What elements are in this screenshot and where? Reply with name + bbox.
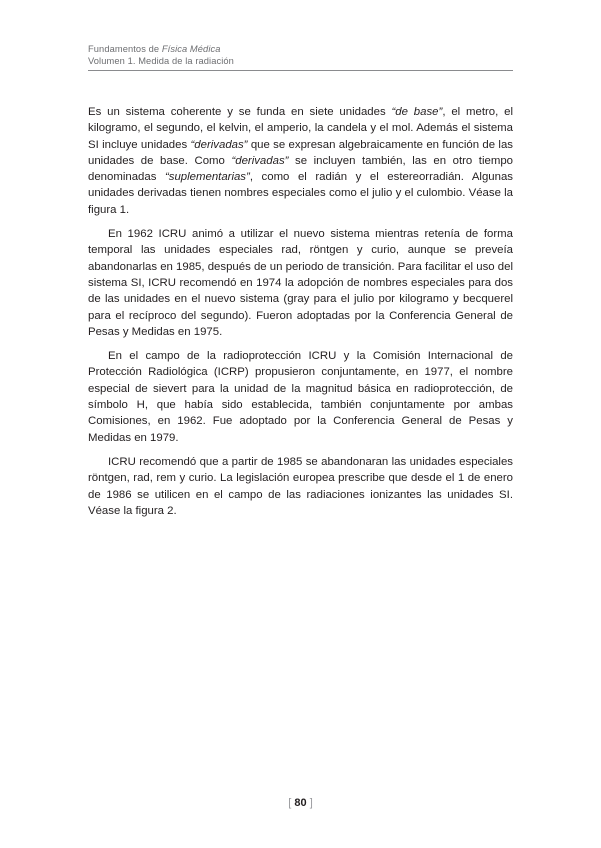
body-text xyxy=(88,104,513,527)
paragraph-1-emphasis: “derivadas” xyxy=(231,154,289,167)
page-number-value: 80 xyxy=(294,797,307,809)
header-volume-title: Volumen 1. Medida de la radiación xyxy=(88,55,234,66)
page-number-bracket: [ xyxy=(288,797,292,809)
paragraph-2: En 1962 ICRU animó a utilizar el nuevo sistema mientras retenía de forma temporal las unidades especiales rad, röntgen y curio, aunque se preveía abandonarlas en 1985, después de un periodo de transición. Para facilitar el uso del sistema SI, ICRU recomendó en 1974 la adopción de nombres especiales para dos de las unidades en el nuevo sistema (gray para el julio por kilogramo y becquerel para el recíproco del segundo). Fueron adoptadas por la Conferencia General de Pesas y Medidas en 1975. xyxy=(88,228,513,338)
paragraph-1-emphasis: “de base” xyxy=(391,106,443,118)
running-header xyxy=(88,44,513,67)
paragraph-1-emphasis: “suplementarias” xyxy=(164,171,250,184)
page-number-bracket: ] xyxy=(309,797,313,809)
paragraph-1-text: Es un sistema coherente y se funda en siete unidades xyxy=(88,106,392,118)
paragraph-1-text: , el metro, el kilogramo, el segundo, el kelvin, el amperio, la candela y el mol. Además el sistema SI incluye unidades xyxy=(88,106,514,151)
header-title-text: Fundamentos de xyxy=(88,44,162,54)
paragraph-4: ICRU recomendó que a partir de 1985 se abandonaran las unidades especiales röntgen, rad, rem y curio. La legislación europea prescribe que desde el 1 de enero de 1986 se utilicen en el campo de las radiaciones ionizantes las unidades SI. Véase la figura 2. xyxy=(88,455,513,517)
header-divider xyxy=(88,70,513,71)
paragraph-1-text: que se expresan algebraicamente en función de las unidades de base. Como xyxy=(88,138,513,167)
paragraph-3: En el campo de la radioprotección ICRU y la Comisión Internacional de Protección Radiológica (ICRP) propusieron conjuntamente, en 1977, el nombre especial de sievert para la unidad de la magnitud básica en radioprotección, de símbolo H, que había sido establecida, también conjuntamente por ambas Comisiones, en 1962. Fue adoptado por la Conferencia General de Pesas y Medidas en 1979. xyxy=(88,350,513,444)
header-book-title xyxy=(88,44,513,56)
page-number xyxy=(0,797,601,809)
paragraph-1 xyxy=(88,104,513,218)
header-title-italic: Física Médica xyxy=(161,44,221,54)
paragraph-1-text: , como el radián y el estereorradián. Algunas unidades derivadas tienen nombres especiales como el julio y el culombio. Véase la figura 1. xyxy=(88,171,513,216)
paragraph-1-text: se incluyen también, las en otro tiempo denominadas xyxy=(88,154,513,184)
paragraph-1-emphasis: “derivadas” xyxy=(190,138,248,151)
